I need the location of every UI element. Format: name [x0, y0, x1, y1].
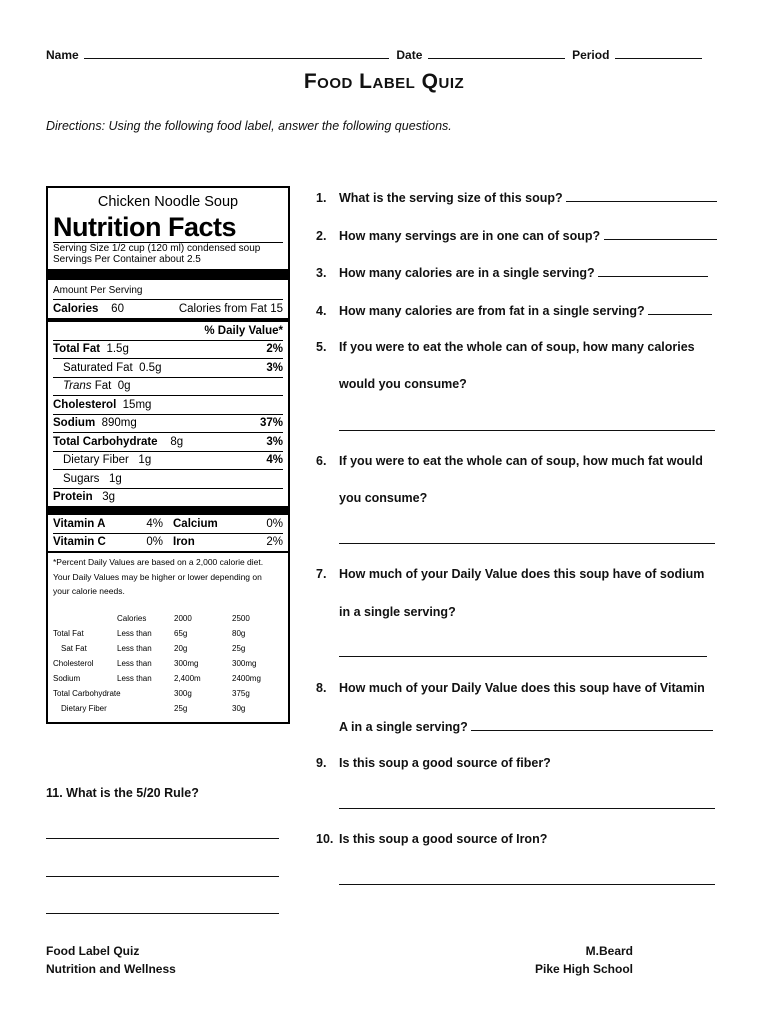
question-11: 11. What is the 5/20 Rule? [46, 786, 199, 800]
period-field[interactable] [615, 46, 702, 59]
answer-1[interactable] [566, 189, 717, 202]
question-5-cont: would you consume? [339, 377, 467, 391]
answer-10[interactable] [339, 884, 715, 885]
table-row: Sodium Less than 2,400m 2400mg [53, 673, 261, 683]
question-5: 5. If you were to eat the whole can of soup, how many calories [316, 340, 695, 354]
period-label: Period [572, 48, 610, 62]
calories-label: Calories [53, 303, 99, 315]
question-3: 3. How many calories are in a single serving? [316, 264, 708, 280]
answer-11-line[interactable] [46, 838, 279, 839]
footnote: *Percent Daily Values are based on a 2,000 calorie diet. Your Daily Values may be higher or lower depending on your calorie needs. [53, 557, 264, 596]
daily-value-header: % Daily Value* [204, 324, 283, 337]
nutrient-row: Sugars 1g [53, 469, 283, 488]
nutrient-row: Dietary Fiber 1g 4% [53, 451, 283, 470]
footer-left: Food Label Quiz Nutrition and Wellness [46, 944, 176, 976]
date-label: Date [396, 48, 423, 62]
nutrient-row: Sodium 890mg 37% [53, 414, 283, 433]
vitamin-row: Vitamin A 4% Calcium 0% [53, 517, 283, 530]
amount-per-serving: Amount Per Serving [53, 285, 143, 296]
answer-11-line[interactable] [46, 913, 279, 914]
calories-from-fat: Calories from Fat 15 [178, 303, 283, 315]
question-7-cont: in a single serving? [339, 605, 456, 619]
question-8-cont: A in a single serving? [339, 718, 713, 734]
question-6-cont: you consume? [339, 491, 428, 505]
nutrient-row: Trans Fat 0g [53, 377, 283, 396]
daily-value-table [53, 611, 261, 716]
nutrient-row: Saturated Fat 0.5g 3% [53, 358, 283, 377]
nutrition-label [46, 186, 290, 724]
table-row: Dietary Fiber 25g 30g [61, 703, 246, 713]
question-8: 8. How much of your Daily Value does this soup have of Vitamin [316, 681, 705, 695]
answer-4[interactable] [648, 302, 712, 315]
nutrient-row: Protein 3g [53, 488, 283, 507]
calories-value: 60 [111, 303, 124, 315]
table-row: Calories 2000 2500 [117, 613, 250, 623]
table-row: Sat Fat Less than 20g 25g [61, 643, 246, 653]
page-title: Food Label Quiz [303, 70, 465, 93]
nutrient-row: Total Carbohydrate 8g 3% [53, 432, 283, 451]
question-2: 2. How many servings are in one can of soup? [316, 227, 717, 243]
answer-7[interactable] [339, 656, 707, 657]
question-10: 10. Is this soup a good source of Iron? [316, 832, 548, 846]
header-row [46, 46, 702, 62]
footer-right: M.Beard Pike High School [534, 944, 633, 976]
table-row: Total Fat Less than 65g 80g [53, 628, 246, 638]
nutrient-row: Total Fat 1.5g 2% [53, 340, 283, 359]
name-label: Name [46, 48, 79, 62]
question-1: 1. What is the serving size of this soup? [316, 189, 717, 205]
date-field[interactable] [428, 46, 565, 59]
question-4: 4. How many calories are from fat in a single serving? [316, 302, 712, 318]
answer-8[interactable] [471, 718, 713, 731]
table-row: Cholesterol Less than 300mg 300mg [53, 658, 257, 668]
calories-row [53, 300, 283, 318]
table-row: Total Carbohydrate 300g 375g [53, 688, 250, 698]
answer-6[interactable] [339, 543, 715, 544]
nutrient-row: Cholesterol 15mg [53, 395, 283, 414]
serving-size: Serving Size 1/2 cup (120 ml) condensed soup [53, 243, 261, 254]
nutrition-facts-heading: Nutrition Facts [53, 212, 237, 242]
answer-11-line[interactable] [46, 876, 279, 877]
question-9: 9. Is this soup a good source of fiber? [316, 756, 551, 770]
question-6: 6. If you were to eat the whole can of soup, how much fat would [316, 454, 703, 468]
servings-per-container: Servings Per Container about 2.5 [53, 254, 201, 265]
answer-2[interactable] [604, 227, 717, 240]
question-7: 7. How much of your Daily Value does this soup have of sodium [316, 567, 705, 581]
answer-3[interactable] [598, 264, 708, 277]
vitamin-row: Vitamin C 0% Iron 2% [53, 533, 283, 552]
answer-9[interactable] [339, 808, 715, 809]
directions: Directions: Using the following food label, answer the following questions. [46, 119, 452, 133]
name-field[interactable] [84, 46, 389, 59]
product-name: Chicken Noodle Soup [97, 194, 239, 210]
answer-5[interactable] [339, 430, 715, 431]
